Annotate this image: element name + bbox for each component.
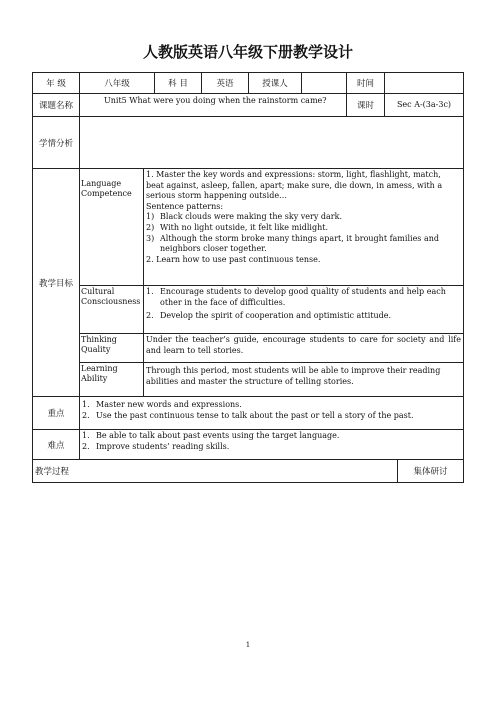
period-label: 课时 bbox=[356, 101, 374, 111]
language-label-cell bbox=[79, 168, 144, 286]
key-point-item: 2. Use the past continuous tense to talk about the past or tell a story of the past. bbox=[82, 410, 414, 420]
subject-label: 科 目 bbox=[168, 79, 188, 89]
key-points-label-cell bbox=[32, 396, 80, 430]
thinking-content-cell bbox=[143, 333, 464, 363]
time-value-cell bbox=[384, 72, 464, 94]
period-value-cell bbox=[384, 93, 464, 117]
difficult-points-label-cell bbox=[32, 429, 80, 460]
time-label: 时间 bbox=[356, 79, 374, 89]
cultural-content-cell bbox=[143, 285, 464, 334]
patterns-label: Sentence patterns: bbox=[146, 201, 224, 211]
difficult-point-item: 1. Be able to talk about past events using the target language. bbox=[82, 431, 340, 440]
subject-label-cell bbox=[154, 72, 202, 94]
analysis-content-cell bbox=[79, 116, 464, 169]
topic-value: Unit5 What were you doing when the rainstorm came? bbox=[104, 96, 327, 105]
pattern-item: 3) Although the storm broke many things apart, it brought families and neighbors closer together. bbox=[146, 233, 439, 254]
collective-label: 集体研讨 bbox=[413, 467, 448, 477]
grade-label-cell bbox=[32, 72, 80, 94]
analysis-label: 学情分析 bbox=[38, 138, 73, 149]
cultural-label-cell bbox=[79, 285, 144, 334]
process-label-cell bbox=[32, 459, 398, 483]
learning-label: Learning Ability bbox=[81, 364, 118, 383]
learning-content-cell bbox=[143, 362, 464, 397]
thinking-label: Thinking Quality bbox=[81, 335, 117, 354]
page-number: 1 bbox=[245, 641, 251, 649]
grade-label: 年 级 bbox=[46, 79, 66, 89]
difficult-points-content-cell bbox=[79, 429, 464, 460]
grade-value: 八年级 bbox=[104, 79, 130, 89]
topic-label: 课题名称 bbox=[38, 101, 73, 111]
thinking-text: Under the teacher’s guide, encourage students to care for society and life and learn to tell stories. bbox=[146, 335, 461, 355]
teacher-label: 授课人 bbox=[262, 79, 288, 89]
language-content-cell bbox=[143, 168, 464, 286]
pattern-item: 2) With no light outside, it felt like midlight. bbox=[146, 222, 328, 232]
teacher-label-cell bbox=[248, 72, 302, 94]
pattern-item: 1) Black clouds were making the sky very dark. bbox=[146, 212, 343, 222]
period-value: Sec A-(3a-3c) bbox=[396, 99, 452, 109]
key-points-label: 重点 bbox=[47, 409, 65, 419]
objectives-label: 教学目标 bbox=[38, 278, 73, 289]
analysis-label-cell bbox=[32, 116, 80, 169]
difficult-point-item: 2. Improve students’ reading skills. bbox=[82, 441, 230, 451]
thinking-label-cell bbox=[79, 333, 144, 363]
process-label: 教学过程 bbox=[35, 467, 70, 477]
page-title: 人教版英语八年级下册教学设计 bbox=[142, 43, 353, 61]
subject-value: 英语 bbox=[216, 79, 234, 89]
topic-label-cell bbox=[32, 93, 80, 117]
difficult-points-label: 难点 bbox=[47, 440, 65, 451]
learning-label-cell bbox=[79, 362, 144, 397]
teacher-value-cell bbox=[301, 72, 347, 94]
subject-value-cell bbox=[201, 72, 249, 94]
key-point-item: 1. Master new words and expressions. bbox=[82, 400, 242, 409]
time-label-cell bbox=[346, 72, 385, 94]
topic-value-cell bbox=[79, 93, 347, 117]
language-label: Language Competence bbox=[81, 179, 132, 198]
cultural-item: 2. Develop the spirit of cooperation and optimistic attitude. bbox=[146, 311, 392, 321]
cultural-item: 1. Encourage students to develop good quality of students and help each other in the face of difficulties. bbox=[146, 287, 446, 307]
language-p1: 1. Master the key words and expressions: storm, light, flashlight, match, beat against, asleep, fallen, apart; make sure, die down, in amess, with a serious storm happening outside… bbox=[146, 170, 443, 201]
language-p2: 2. Learn how to use past continuous tense. bbox=[146, 254, 321, 264]
key-points-content-cell bbox=[79, 396, 464, 430]
grade-value-cell bbox=[79, 72, 155, 94]
period-label-cell bbox=[346, 93, 385, 117]
cultural-label: Cultural Consciousness bbox=[81, 287, 141, 306]
collective-label-cell bbox=[397, 459, 464, 483]
learning-text: Through this period, most students will be able to improve their reading abilities and master the structure of telling stories. bbox=[146, 366, 441, 386]
objectives-label-cell bbox=[32, 168, 80, 397]
